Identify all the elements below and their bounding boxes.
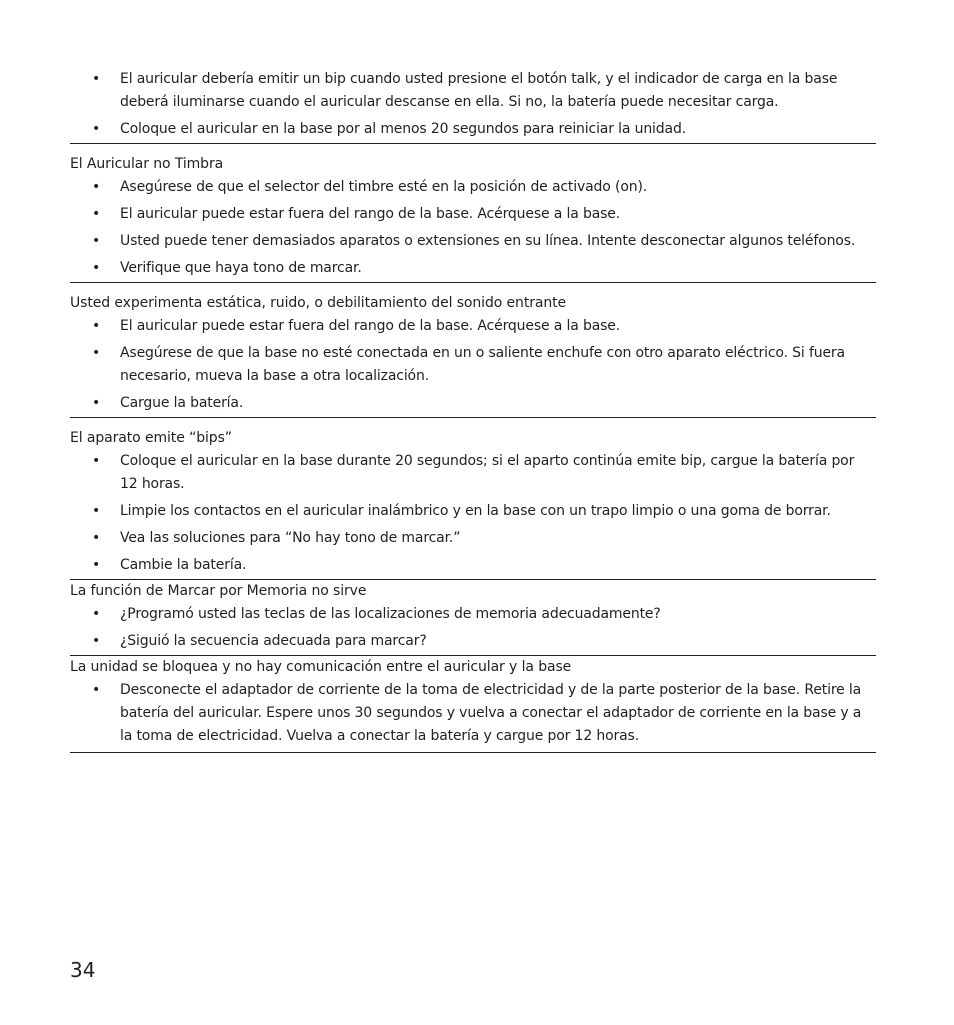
bullet-icon: •: [92, 233, 101, 249]
bullet-icon: •: [92, 633, 101, 649]
list-item-text: Desconecte el adaptador de corriente de la toma de electricidad y de la parte posterior de la base. Retire la batería del auricular. Espere unos 30 segundos y vuelva a conectar el adaptador de corriente en la base y a la toma de electricidad. Vuelva a conectar la batería y cargue por 12 horas.: [120, 682, 862, 744]
section-divider: [70, 752, 876, 753]
section-memory-dial: [70, 580, 876, 653]
list-item-text: Asegúrese de que el selector del timbre esté en la posición de activado (on).: [120, 179, 648, 195]
list-item: [70, 257, 876, 280]
bullet-icon: •: [92, 345, 101, 361]
section-title: La función de Marcar por Memoria no sirve: [70, 583, 367, 599]
page-number: 34: [70, 958, 96, 982]
list-item-text: Coloque el auricular en la base durante 20 segundos; si el aparto continúa emite bip, cargue la batería por 12 horas.: [120, 453, 855, 492]
list-item: [70, 450, 876, 496]
bullet-list: [70, 679, 876, 748]
list-item-text: ¿Programó usted las teclas de las localizaciones de memoria adecuadamente?: [120, 606, 661, 622]
bullet-icon: •: [92, 606, 101, 622]
list-item: [70, 230, 876, 253]
section-title: La unidad se bloquea y no hay comunicación entre el auricular y la base: [70, 659, 572, 675]
list-item-text: El auricular debería emitir un bip cuando usted presione el botón talk, y el indicador de carga en la base deberá iluminarse cuando el auricular descanse en ella. Si no, la batería puede necesitar carga.: [120, 71, 838, 110]
intro-section: [70, 68, 876, 141]
list-item: [70, 392, 876, 415]
bullet-icon: •: [92, 530, 101, 546]
section-beeps: [70, 427, 876, 577]
bullet-list: [70, 176, 876, 280]
bullet-icon: •: [92, 121, 101, 137]
bullet-icon: •: [92, 453, 101, 469]
list-item-text: El auricular puede estar fuera del rango de la base. Acérquese a la base.: [120, 318, 621, 334]
section-divider: [70, 143, 876, 144]
list-item-text: Asegúrese de que la base no esté conectada en un o saliente enchufe con otro aparato eléctrico. Si fuera necesario, mueva la base a otra localización.: [120, 345, 845, 384]
list-item-text: Coloque el auricular en la base por al menos 20 segundos para reiniciar la unidad.: [120, 121, 687, 137]
list-item: [70, 118, 876, 141]
list-item-text: Cargue la batería.: [120, 395, 244, 411]
troubleshooting-content: [70, 68, 876, 753]
list-item: [70, 342, 876, 388]
section-title: Usted experimenta estática, ruido, o debilitamiento del sonido entrante: [70, 295, 567, 311]
list-item-text: Vea las soluciones para “No hay tono de marcar.”: [120, 530, 461, 546]
section-title: El Auricular no Timbra: [70, 156, 224, 172]
bullet-icon: •: [92, 557, 101, 573]
bullet-list: [70, 450, 876, 577]
list-item: [70, 603, 876, 626]
bullet-icon: •: [92, 179, 101, 195]
list-item-text: Cambie la batería.: [120, 557, 247, 573]
bullet-list: [70, 315, 876, 415]
list-item-text: Usted puede tener demasiados aparatos o extensiones en su línea. Intente desconectar algunos teléfonos.: [120, 233, 856, 249]
section-title: El aparato emite “bips”: [70, 430, 232, 446]
list-item: [70, 203, 876, 226]
list-item: [70, 679, 876, 748]
list-item: [70, 68, 876, 114]
list-item: [70, 500, 876, 523]
section-static-noise: [70, 292, 876, 415]
list-item-text: El auricular puede estar fuera del rango de la base. Acérquese a la base.: [120, 206, 621, 222]
list-item: [70, 554, 876, 577]
bullet-icon: •: [92, 260, 101, 276]
bullet-icon: •: [92, 206, 101, 222]
bullet-icon: •: [92, 318, 101, 334]
list-item: [70, 176, 876, 199]
list-item-text: Verifique que haya tono de marcar.: [120, 260, 362, 276]
bullet-icon: •: [92, 71, 101, 87]
bullet-icon: •: [92, 395, 101, 411]
section-unit-locks: [70, 656, 876, 748]
bullet-list: [70, 603, 876, 653]
section-divider: [70, 282, 876, 283]
list-item: [70, 630, 876, 653]
bullet-list: [70, 68, 876, 141]
bullet-icon: •: [92, 682, 101, 698]
list-item: [70, 315, 876, 338]
list-item: [70, 527, 876, 550]
section-no-ring: [70, 153, 876, 280]
bullet-icon: •: [92, 503, 101, 519]
section-divider: [70, 417, 876, 418]
list-item-text: ¿Siguió la secuencia adecuada para marcar?: [120, 633, 427, 649]
list-item-text: Limpie los contactos en el auricular inalámbrico y en la base con un trapo limpio o una goma de borrar.: [120, 503, 831, 519]
